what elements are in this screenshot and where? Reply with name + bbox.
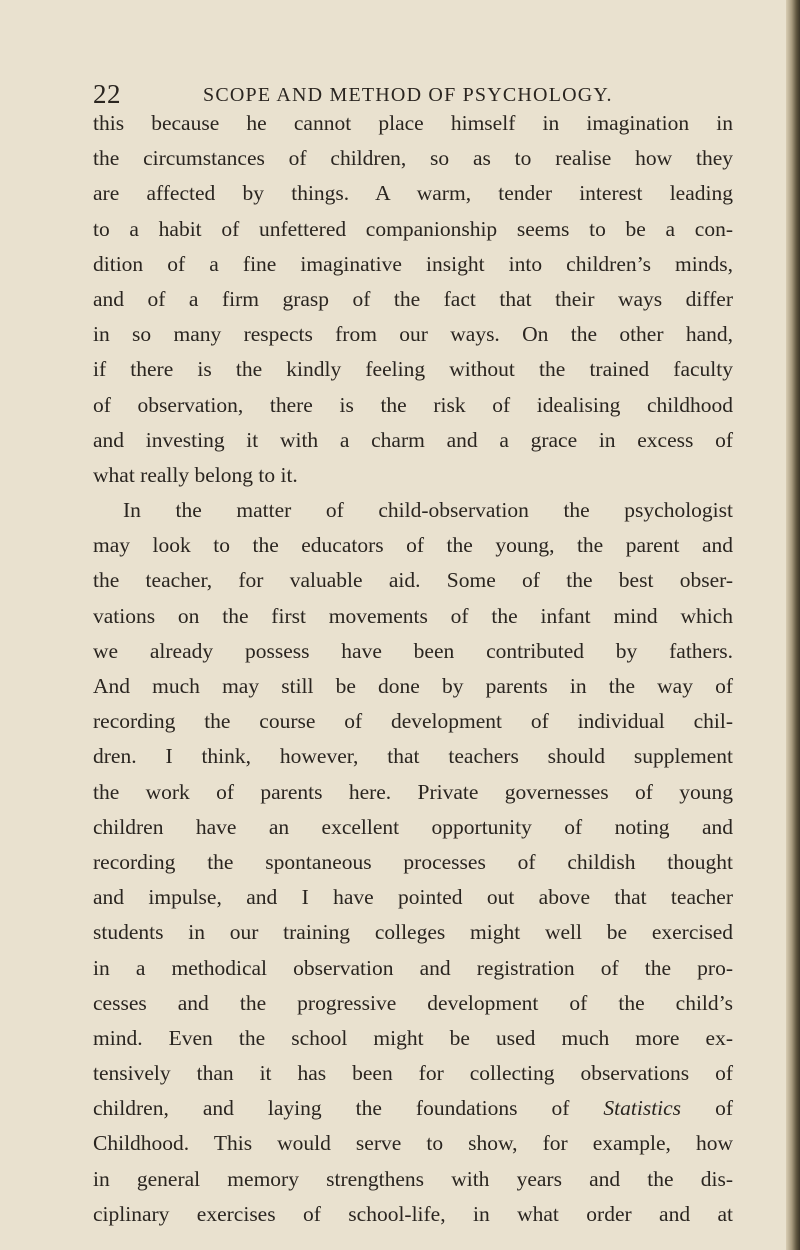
text-line: cesses and the progressive development of the child’s: [93, 990, 733, 1015]
text-line: in general memory strengthens with years and the dis-: [93, 1166, 733, 1191]
text-line: what really belong to it.: [93, 462, 298, 487]
page-number: 22: [93, 79, 121, 109]
text-line: the circumstances of children, so as to realise how they: [93, 146, 733, 171]
text-line: dren. I think, however, that teachers should supplement: [93, 744, 733, 769]
text-line: and of a firm grasp of the fact that their ways differ: [93, 286, 733, 311]
paragraph-first-line: In the matter of child-observation the psychologist: [123, 498, 733, 523]
text-line: tensively than it has been for collecting observations of: [93, 1061, 733, 1086]
text-line: and impulse, and I have pointed out above that teacher: [93, 885, 733, 910]
text-line: of observation, there is the risk of idealising childhood: [93, 392, 733, 417]
text-line: may look to the educators of the young, the parent and: [93, 533, 733, 558]
text-fragment: of: [681, 1096, 733, 1121]
text-line: dition of a fine imaginative insight into children’s minds,: [93, 251, 733, 276]
text-line: recording the spontaneous processes of childish thought: [93, 849, 733, 874]
text-fragment: children, and laying the foundations of: [93, 1096, 604, 1121]
text-line: are affected by things. A warm, tender interest leading: [93, 181, 733, 206]
text-line: the work of parents here. Private governesses of young: [93, 779, 733, 804]
text-line: Childhood. This would serve to show, for example, how: [93, 1131, 733, 1156]
text-line: And much may still be done by parents in the way of: [93, 674, 733, 698]
text-line: and investing it with a charm and a grace in excess of: [93, 427, 733, 452]
text-line: recording the course of development of individual chil-: [93, 709, 733, 734]
text-line: vations on the first movements of the infant mind which: [93, 603, 733, 628]
text-line: we already possess have been contributed by fathers.: [93, 638, 733, 663]
book-binding-edge: [786, 0, 800, 1250]
text-line: mind. Even the school might be used much more ex-: [93, 1025, 733, 1050]
text-line: if there is the kindly feeling without the trained faculty: [93, 357, 733, 382]
text-line: in so many respects from our ways. On the other hand,: [93, 322, 733, 347]
text-line: the teacher, for valuable aid. Some of the best obser-: [93, 568, 733, 593]
text-line: in a methodical observation and registration of the pro-: [93, 955, 733, 980]
text-line: this because he cannot place himself in imagination in: [93, 111, 733, 135]
text-line: children have an excellent opportunity of noting and: [93, 814, 733, 839]
text-line-with-italic: [93, 1091, 733, 1126]
text-line: ciplinary exercises of school-life, in what order and at: [93, 1201, 733, 1226]
italic-term: Statistics: [603, 1096, 682, 1121]
running-head: SCOPE AND METHOD OF PSYCHOLOGY.: [203, 84, 613, 106]
body-text: [93, 106, 733, 1232]
text-line: students in our training colleges might well be exercised: [93, 920, 733, 945]
text-line: to a habit of unfettered companionship seems to be a con-: [93, 216, 733, 241]
